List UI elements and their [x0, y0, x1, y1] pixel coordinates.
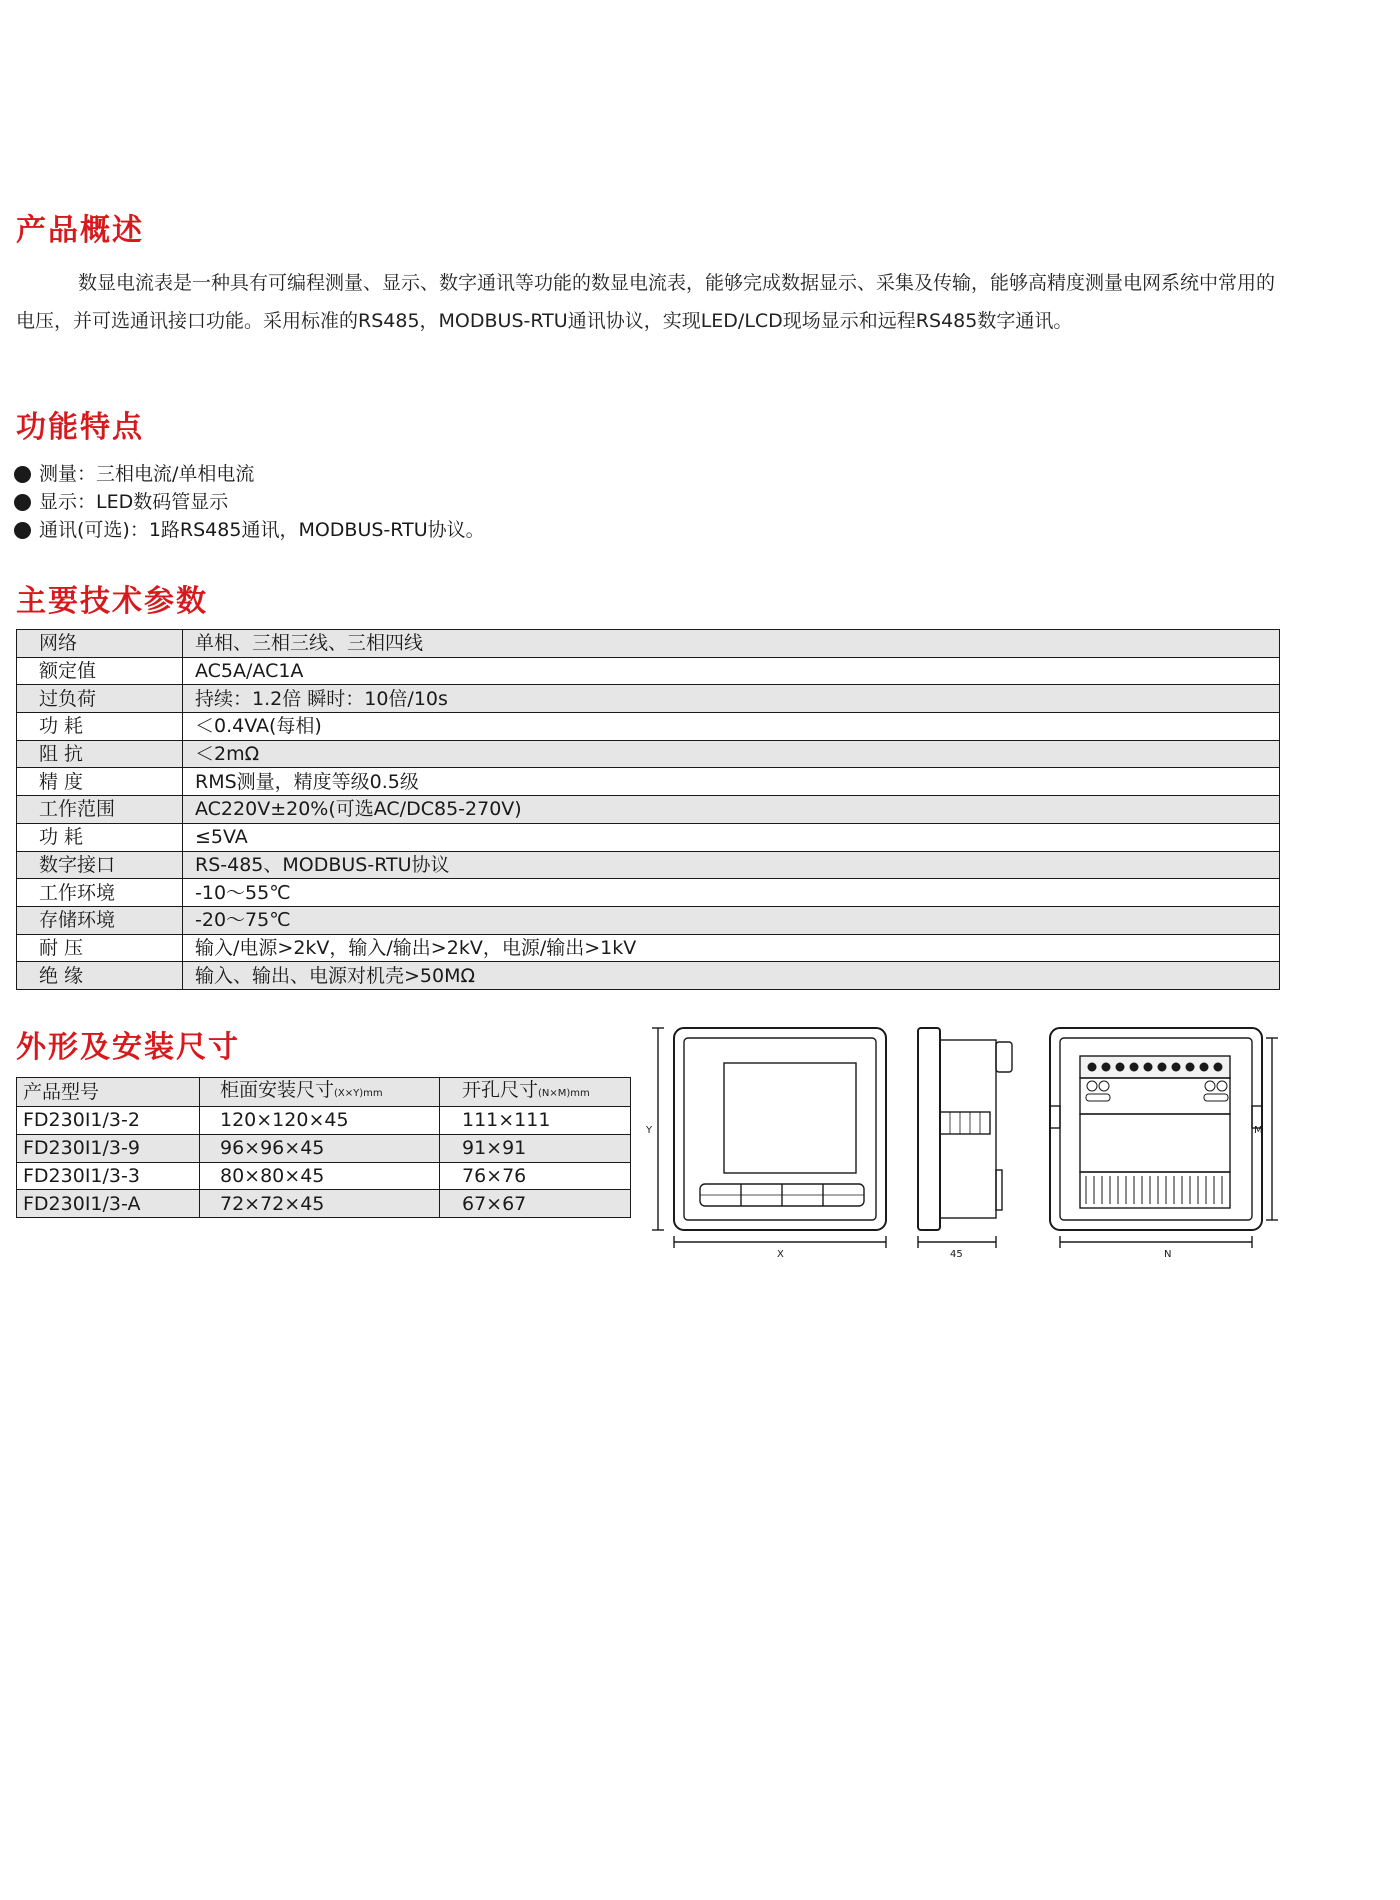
table-row: FD230I1/3-A 72×72×45 67×67 — [17, 1190, 631, 1218]
table-row: 绝 缘 输入、输出、电源对机壳>50MΩ — [17, 962, 1280, 990]
overview-text: 数显电流表是一种具有可编程测量、显示、数字通讯等功能的数显电流表，能够完成数据显示、采集及传输，能够高精度测量电网系统中常用的电压，并可选通讯接口功能。采用标准的RS485，MODBUS-RTU通讯协议，实现LED/LCD现场显示和远程RS485数字通讯。 — [16, 272, 1276, 332]
header-panel: 柜面安装尺寸(X×Y)mm — [200, 1078, 440, 1107]
dim-label-m: M — [1254, 1125, 1263, 1136]
bullet-icon — [14, 522, 31, 539]
table-row: 过负荷 持续：1.2倍 瞬时：10倍/10s — [17, 685, 1280, 713]
dim-label-depth: 45 — [950, 1249, 963, 1260]
section-title-overview: 产品概述 — [16, 213, 144, 248]
section-title-dimensions: 外形及安装尺寸 — [16, 1030, 240, 1065]
overview-paragraph — [16, 264, 1286, 340]
feature-item: 显示：LED数码管显示 — [14, 488, 485, 516]
feature-item: 通讯(可选)：1路RS485通讯，MODBUS-RTU协议。 — [14, 516, 485, 544]
table-row: 网络 单相、三相三线、三相四线 — [17, 630, 1280, 658]
feature-list — [14, 460, 485, 544]
header-cutout: 开孔尺寸(N×M)mm — [440, 1078, 631, 1107]
table-row: FD230I1/3-2 120×120×45 111×111 — [17, 1107, 631, 1135]
front-view — [652, 1028, 886, 1248]
rear-markings — [1086, 1081, 1228, 1101]
bullet-icon — [14, 494, 31, 511]
dim-label-x: X — [777, 1249, 784, 1260]
model-table — [16, 1077, 631, 1218]
bullet-icon — [14, 466, 31, 483]
dim-label-n: N — [1164, 1249, 1172, 1260]
table-row: 阻 抗 ＜2mΩ — [17, 740, 1280, 768]
side-view — [918, 1028, 1012, 1248]
dim-label-y: Y — [646, 1125, 653, 1136]
table-row: 存储环境 -20～75℃ — [17, 906, 1280, 934]
table-row: 功 耗 ＜0.4VA(每相) — [17, 713, 1280, 741]
table-row: 耐 压 输入/电源>2kV，输入/输出>2kV，电源/输出>1kV — [17, 934, 1280, 962]
table-row: 功 耗 ≤5VA — [17, 823, 1280, 851]
table-row: 工作范围 AC220V±20%(可选AC/DC85-270V) — [17, 796, 1280, 824]
spec-table — [16, 629, 1280, 990]
dimension-drawing — [640, 1020, 1280, 1260]
table-row: 额定值 AC5A/AC1A — [17, 657, 1280, 685]
section-title-features: 功能特点 — [16, 410, 144, 445]
table-row: 数字接口 RS-485、MODBUS-RTU协议 — [17, 851, 1280, 879]
section-title-params: 主要技术参数 — [16, 584, 208, 619]
header-model: 产品型号 — [17, 1078, 200, 1107]
rear-view — [1050, 1028, 1278, 1248]
table-header-row — [17, 1078, 631, 1107]
feature-item: 测量：三相电流/单相电流 — [14, 460, 485, 488]
bottom-terminals — [1086, 1176, 1222, 1204]
table-row: FD230I1/3-9 96×96×45 91×91 — [17, 1134, 631, 1162]
table-row: 精 度 RMS测量，精度等级0.5级 — [17, 768, 1280, 796]
table-row: FD230I1/3-3 80×80×45 76×76 — [17, 1162, 631, 1190]
table-row: 工作环境 -10～55℃ — [17, 879, 1280, 907]
